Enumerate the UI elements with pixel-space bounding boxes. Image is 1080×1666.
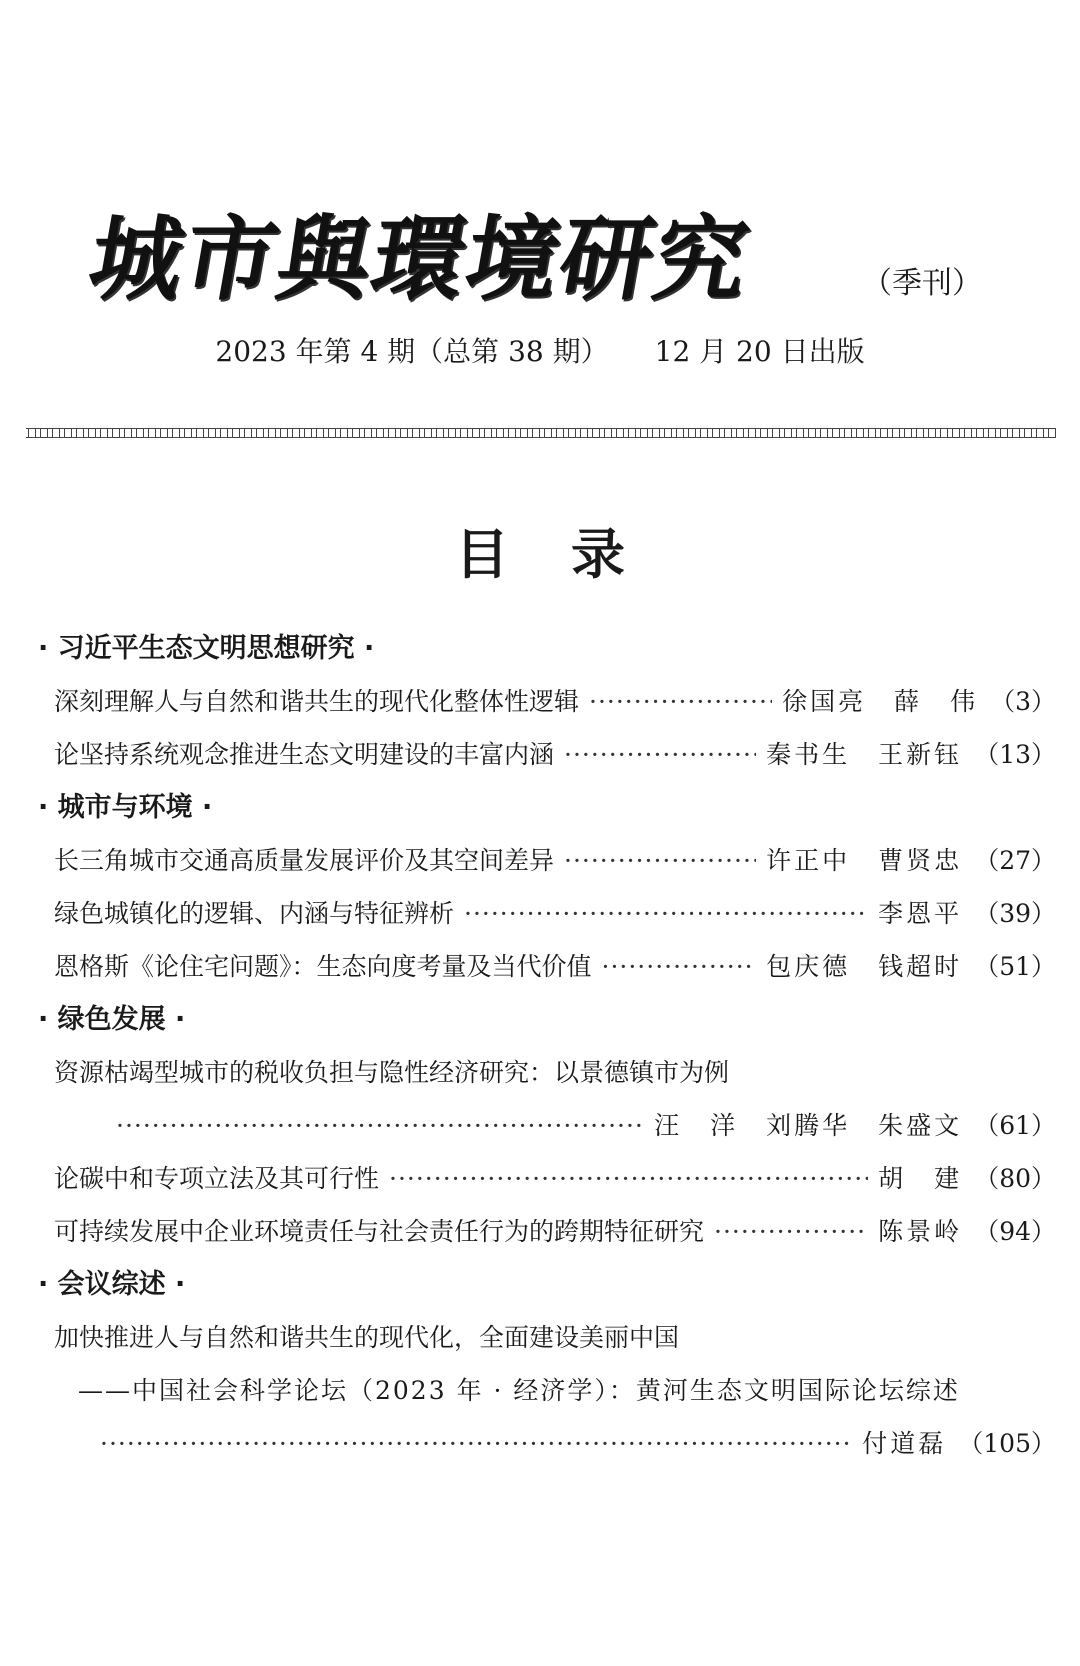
article-title: 论坚持系统观念推进生态文明建设的丰富内涵 (54, 740, 555, 769)
article-page: （94） (974, 1217, 1056, 1246)
toc-entry[interactable] (38, 675, 1056, 728)
toc-entry[interactable] (38, 940, 1056, 993)
article-title: 论碳中和专项立法及其可行性 (54, 1164, 380, 1193)
article-authors: 李恩平 (878, 899, 963, 928)
article-title: 绿色城镇化的逻辑、内涵与特征辨析 (54, 899, 455, 928)
journal-title: 城市與環境研究 (81, 206, 759, 313)
article-title: 可持续发展中企业环境责任与社会责任行为的跨期特征研究 (54, 1217, 705, 1246)
article-title: 深刻理解人与自然和谐共生的现代化整体性逻辑 (54, 687, 580, 716)
leader-dots (116, 1099, 644, 1152)
article-page: （27） (974, 846, 1056, 875)
leader-dots (564, 728, 756, 781)
toc-section-heading: · 绿色发展 · (38, 1004, 186, 1035)
toc-entry[interactable] (38, 1205, 1056, 1258)
leader-dots (100, 1417, 852, 1470)
toc-entry-continuation[interactable] (38, 1417, 1056, 1470)
article-authors: 徐国亮 薛 伟 (782, 687, 979, 716)
leader-dots (464, 887, 868, 940)
publish-date: 12 月 20 日出版 (654, 335, 865, 368)
toc-section-heading: · 城市与环境 · (38, 792, 213, 823)
article-page: （80） (974, 1164, 1056, 1193)
leader-dots (564, 834, 756, 887)
leader-dots (602, 940, 757, 993)
article-authors: 汪 洋 刘腾华 朱盛文 (654, 1111, 963, 1140)
article-page: （3） (990, 687, 1056, 716)
article-authors: 付道磊 (862, 1429, 947, 1458)
article-authors: 许正中 曹贤忠 (766, 846, 963, 875)
article-page: （51） (974, 952, 1056, 981)
journal-frequency: （季刊） (862, 266, 982, 301)
article-title: 长三角城市交通高质量发展评价及其空间差异 (54, 846, 555, 875)
article-title: 恩格斯《论住宅问题》：生态向度考量及当代价值 (54, 952, 592, 981)
article-subtitle[interactable]: ——中国社会科学论坛（2023 年 · 经济学）：黄河生态文明国际论坛综述 (78, 1376, 960, 1405)
toc-entry[interactable] (38, 1152, 1056, 1205)
issue-line (0, 330, 1080, 370)
toc-section-heading: · 会议综述 · (38, 1269, 186, 1300)
toc-entry[interactable] (38, 887, 1056, 940)
article-page: （39） (974, 899, 1056, 928)
article-title[interactable]: 资源枯竭型城市的税收负担与隐性经济研究：以景德镇市为例 (54, 1058, 730, 1087)
article-authors: 包庆德 钱超时 (766, 952, 963, 981)
toc-entry[interactable] (38, 728, 1056, 781)
toc-title: 目录 (455, 522, 687, 586)
toc-section-heading: · 习近平生态文明思想研究 · (38, 633, 375, 664)
article-page: （61） (974, 1111, 1056, 1140)
issue-info: 2023 年第 4 期（总第 38 期） (215, 335, 609, 368)
toc-entry-continuation[interactable] (38, 1099, 1056, 1152)
decorative-divider (26, 428, 1056, 438)
leader-dots (389, 1152, 868, 1205)
leader-dots (589, 675, 772, 728)
table-of-contents (38, 622, 1056, 1470)
masthead (81, 186, 982, 313)
toc-entry[interactable] (38, 834, 1056, 887)
article-authors: 秦书生 王新钰 (766, 740, 963, 769)
article-authors: 陈景岭 (878, 1217, 963, 1246)
article-authors: 胡 建 (878, 1164, 963, 1193)
article-page: （105） (958, 1429, 1056, 1458)
article-title[interactable]: 加快推进人与自然和谐共生的现代化，全面建设美丽中国 (54, 1323, 680, 1352)
leader-dots (714, 1205, 868, 1258)
article-page: （13） (974, 740, 1056, 769)
